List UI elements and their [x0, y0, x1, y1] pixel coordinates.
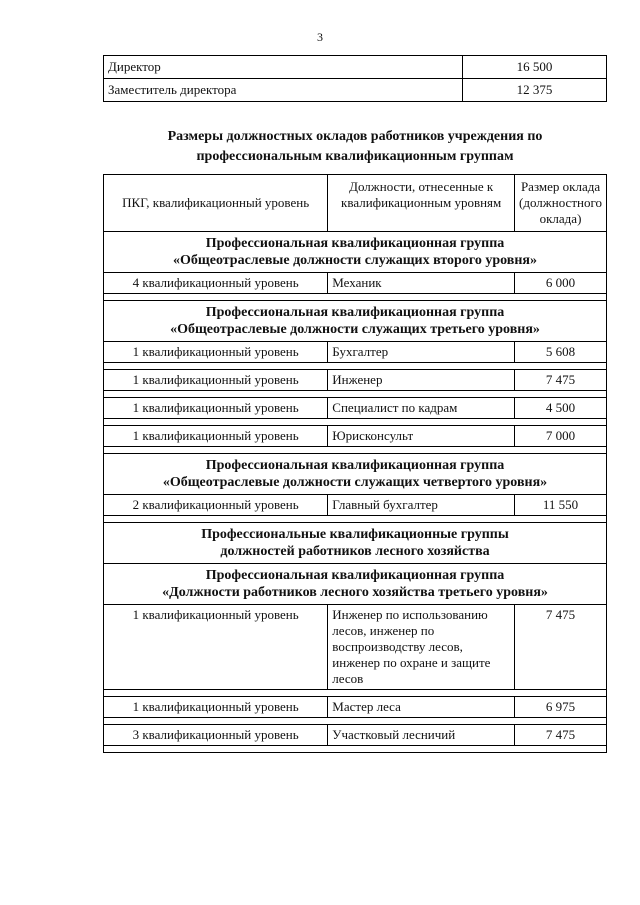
position-cell: Специалист по кадрам: [328, 398, 515, 419]
group-title: [104, 301, 607, 342]
group-header-row: [104, 301, 607, 342]
row-spacer: [104, 363, 607, 370]
spacer-cell: [104, 363, 328, 370]
level-cell: 3 квалификационный уровень: [104, 725, 328, 746]
salary-cell: 11 550: [515, 495, 607, 516]
level-cell: 1 квалификационный уровень: [104, 605, 328, 690]
group-header-row: [104, 523, 607, 564]
position-cell: Бухгалтер: [328, 342, 515, 363]
spacer-cell: [328, 746, 515, 753]
table-row: [104, 495, 607, 516]
group-title-line: «Общеотраслевые должности служащих третьего уровня»: [170, 322, 540, 337]
spacer-cell: [515, 718, 607, 725]
salary-cell: 12 375: [463, 79, 607, 102]
position-cell: Инженер по использованию лесов, инженер по воспроизводству лесов, инженер по охране и защите лесов: [328, 605, 515, 690]
page-number: 3: [317, 30, 323, 44]
spacer-cell: [328, 690, 515, 697]
spacer-cell: [328, 447, 515, 454]
row-spacer: [104, 391, 607, 398]
level-cell: 1 квалификационный уровень: [104, 342, 328, 363]
spacer-cell: [515, 746, 607, 753]
group-title-line: Профессиональная квалификационная группа: [205, 305, 505, 320]
level-cell: 4 квалификационный уровень: [104, 273, 328, 294]
spacer-cell: [104, 516, 328, 523]
spacer-cell: [328, 718, 515, 725]
level-cell: 1 квалификационный уровень: [104, 398, 328, 419]
row-spacer: [104, 516, 607, 523]
spacer-cell: [515, 363, 607, 370]
spacer-cell: [104, 294, 328, 301]
row-spacer: [104, 690, 607, 697]
section-title-line: профессиональным квалификационным группам: [196, 149, 514, 164]
group-title: [104, 564, 607, 605]
position-cell: Участковый лесничий: [328, 725, 515, 746]
position-cell: Юрисконсульт: [328, 426, 515, 447]
section-title-line: Размеры должностных окладов работников учреждения по: [167, 129, 543, 144]
spacer-cell: [515, 419, 607, 426]
header-pkg: ПКГ, квалификационный уровень: [104, 175, 328, 232]
group-header-row: [104, 564, 607, 605]
spacer-cell: [104, 419, 328, 426]
table-row: [104, 697, 607, 718]
group-title-line: должностей работников лесного хозяйства: [220, 544, 490, 559]
position-cell: Механик: [328, 273, 515, 294]
row-spacer: [104, 746, 607, 753]
section-title: [103, 127, 607, 167]
position-cell: Мастер леса: [328, 697, 515, 718]
group-title: [104, 454, 607, 495]
table-row: [104, 398, 607, 419]
row-spacer: [104, 718, 607, 725]
row-spacer: [104, 294, 607, 301]
salary-cell: 7 000: [515, 426, 607, 447]
position-cell: Директор: [104, 56, 463, 79]
spacer-cell: [328, 391, 515, 398]
spacer-cell: [328, 363, 515, 370]
table-row: [104, 273, 607, 294]
position-cell: Инженер: [328, 370, 515, 391]
table-row: [104, 342, 607, 363]
level-cell: 2 квалификационный уровень: [104, 495, 328, 516]
level-cell: 1 квалификационный уровень: [104, 370, 328, 391]
salary-cell: 16 500: [463, 56, 607, 79]
row-spacer: [104, 419, 607, 426]
group-title: [104, 232, 607, 273]
salary-cell: 6 000: [515, 273, 607, 294]
spacer-cell: [104, 447, 328, 454]
spacer-cell: [515, 516, 607, 523]
header-positions: Должности, отнесенные к квалификационным уровням: [328, 175, 515, 232]
position-cell: Главный бухгалтер: [328, 495, 515, 516]
spacer-cell: [104, 718, 328, 725]
salary-table: [103, 174, 607, 753]
header-salary: Размер оклада (должностного оклада): [515, 175, 607, 232]
salary-cell: 5 608: [515, 342, 607, 363]
spacer-cell: [515, 391, 607, 398]
group-title-line: Профессиональная квалификационная группа: [205, 458, 505, 473]
salary-cell: 6 975: [515, 697, 607, 718]
salary-cell: 7 475: [515, 725, 607, 746]
spacer-cell: [515, 447, 607, 454]
level-cell: 1 квалификационный уровень: [104, 426, 328, 447]
group-title-line: «Общеотраслевые должности служащих четвертого уровня»: [162, 475, 548, 490]
group-title: [104, 523, 607, 564]
table-row: [104, 725, 607, 746]
group-header-row: [104, 454, 607, 495]
spacer-cell: [104, 391, 328, 398]
spacer-cell: [515, 294, 607, 301]
group-title-line: «Должности работников лесного хозяйства третьего уровня»: [162, 585, 548, 600]
table-row: [104, 370, 607, 391]
table-header-row: [104, 175, 607, 232]
spacer-cell: [515, 690, 607, 697]
spacer-cell: [328, 516, 515, 523]
spacer-cell: [328, 294, 515, 301]
row-spacer: [104, 447, 607, 454]
table-row: [104, 605, 607, 690]
table-row: [104, 79, 607, 102]
group-title-line: Профессиональная квалификационная группа: [205, 568, 505, 583]
table-row: [104, 426, 607, 447]
spacer-cell: [104, 690, 328, 697]
position-cell: Заместитель директора: [104, 79, 463, 102]
spacer-cell: [328, 419, 515, 426]
salary-cell: 4 500: [515, 398, 607, 419]
group-title-line: «Общеотраслевые должности служащих второго уровня»: [173, 253, 537, 268]
group-title-line: Профессиональные квалификационные группы: [201, 527, 509, 542]
top-salary-table: [103, 55, 607, 102]
salary-cell: 7 475: [515, 370, 607, 391]
group-header-row: [104, 232, 607, 273]
spacer-cell: [104, 746, 328, 753]
table-row: [104, 56, 607, 79]
salary-cell: 7 475: [515, 605, 607, 690]
group-title-line: Профессиональная квалификационная группа: [205, 236, 505, 251]
level-cell: 1 квалификационный уровень: [104, 697, 328, 718]
